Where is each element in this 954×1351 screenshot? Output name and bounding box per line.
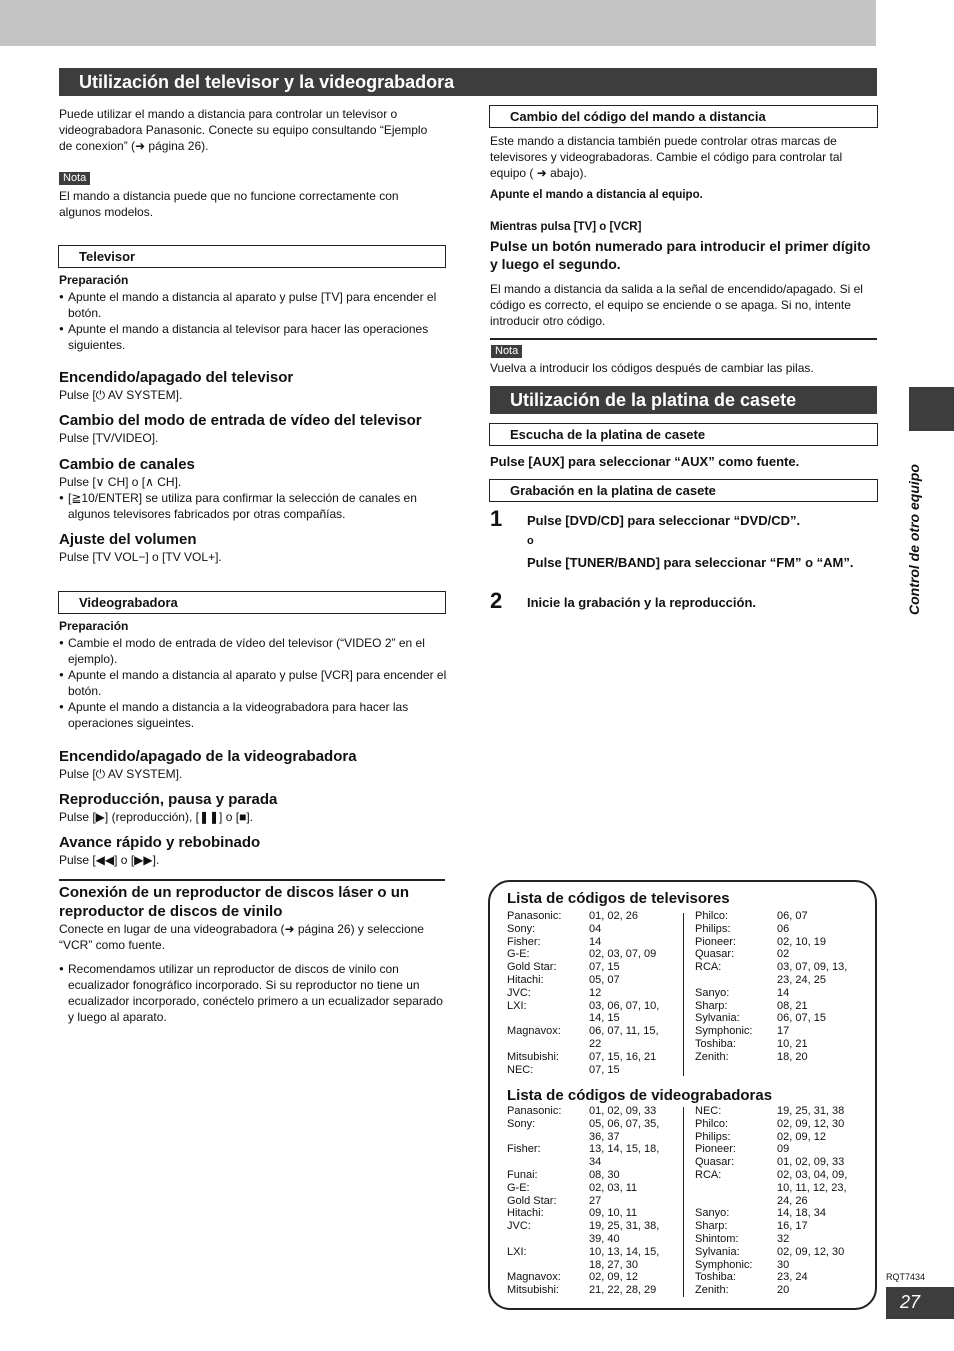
code-values: 14	[777, 986, 790, 999]
brand-name: Zenith:	[695, 1284, 729, 1297]
code-row	[507, 1195, 689, 1208]
code-row	[695, 1182, 877, 1195]
code-values: 27	[589, 1194, 602, 1207]
vcr-play-heading: Reproducción, pausa y parada	[59, 791, 278, 808]
column-divider	[683, 1107, 684, 1297]
code-row	[507, 1271, 689, 1284]
brand-name: RCA:	[695, 1168, 722, 1181]
code-values: 06, 07, 11, 15,	[589, 1025, 659, 1038]
code-values: 06	[777, 922, 790, 935]
step2-text: Inicie la grabación y la reproducción.	[527, 595, 757, 610]
brand-name	[695, 974, 777, 987]
code-values: 02, 03, 11	[589, 1181, 638, 1194]
brand-name: Philco:	[695, 1117, 729, 1130]
laser-list	[59, 961, 447, 1025]
brand-name: NEC:	[695, 1105, 722, 1117]
code-row	[695, 1143, 877, 1156]
code-values: 05, 07	[589, 973, 620, 986]
brand-name: Quasar:	[695, 1156, 735, 1169]
brand-name: Gold Star:	[507, 1194, 557, 1207]
code-values: 13, 14, 15, 18,	[589, 1143, 660, 1156]
step1-text-a: Pulse [DVD/CD] para seleccionar “DVD/CD”.	[527, 513, 801, 528]
code-row	[507, 936, 689, 949]
tv-power-text: Pulse [⏻ AV SYSTEM].	[59, 388, 183, 402]
code-values: 21, 22, 28, 29	[589, 1284, 657, 1297]
code-values: 06, 07	[777, 910, 808, 922]
code-values: 02, 09, 12	[589, 1271, 638, 1284]
code-values: 02, 09, 12, 30	[777, 1117, 845, 1130]
code-row	[695, 1000, 877, 1013]
brand-name: Sylvania:	[695, 1245, 740, 1258]
vcr-prep-list	[59, 635, 447, 731]
tv-box: Televisor	[58, 245, 446, 268]
code-row	[695, 1169, 877, 1182]
code-row	[695, 936, 877, 949]
code-step-c: Pulse un botón numerado para introducir el primer dígito y luego el segundo.	[490, 238, 871, 272]
vcr-play-text: Pulse [▶] (reproducción), [❚❚] o [■].	[59, 810, 253, 824]
code-values: 10, 11, 12, 23,	[777, 1181, 847, 1194]
code-step-a: Apunte el mando a distancia al equipo.	[490, 189, 703, 201]
laser-heading: Conexión de un reproductor de discos láser o un reproductor de discos de vinilo	[59, 884, 410, 920]
tv-input-text: Pulse [TV/VIDEO].	[59, 431, 159, 445]
code-row	[695, 1038, 877, 1051]
tv-channel-heading: Cambio de canales	[59, 456, 195, 473]
brand-name: Fisher:	[507, 935, 541, 948]
code-values: 02, 09, 12	[777, 1130, 826, 1143]
nota-badge: Nota	[59, 172, 90, 185]
code-values: 18, 20	[777, 1050, 808, 1063]
doc-code: RQT7434	[886, 1272, 926, 1282]
code-values: 22	[589, 1037, 602, 1050]
code-row	[507, 1118, 689, 1131]
code-values: 14	[589, 935, 602, 948]
code-row	[507, 1131, 689, 1144]
code-row	[695, 1284, 877, 1297]
code-row	[695, 961, 877, 974]
code-row	[695, 1233, 877, 1246]
code-values: 07, 15, 16, 21	[589, 1050, 657, 1063]
list-item: ● Apunte el mando a distancia al aparato y pulse [TV] para encender el botón.	[59, 289, 447, 321]
code-row	[507, 923, 689, 936]
code-row	[507, 1233, 689, 1246]
brand-name	[695, 1195, 777, 1208]
brand-name: Funai:	[507, 1168, 538, 1181]
code-values: 23, 24	[777, 1271, 808, 1284]
brand-name: Philips:	[695, 1130, 731, 1143]
brand-name: JVC:	[507, 1220, 531, 1233]
vcr-ff-heading: Avance rápido y rebobinado	[59, 834, 261, 851]
brand-name: Mitsubishi:	[507, 1050, 559, 1063]
code-row	[507, 1143, 689, 1156]
step1-or: o	[527, 535, 534, 547]
brand-name: Shintom:	[695, 1232, 739, 1245]
vcr-codes-title: Lista de códigos de videograbadoras	[507, 1087, 773, 1104]
code-row	[507, 1284, 689, 1297]
brand-name	[507, 1038, 589, 1051]
code-row	[507, 1246, 689, 1259]
brand-name: LXI:	[507, 1245, 527, 1258]
code-values: 02	[777, 948, 790, 961]
brand-name: Quasar:	[695, 948, 735, 961]
code-values: 17	[777, 1025, 790, 1038]
section-title-cassette: Utilización de la platina de casete	[490, 386, 877, 414]
tv-codes-left	[507, 910, 689, 1076]
code-values: 32	[777, 1232, 790, 1245]
tv-channel-text: Pulse [∨ CH] o [∧ CH].	[59, 475, 182, 489]
code-values: 05, 06, 07, 35,	[589, 1117, 660, 1130]
vcr-power-text: Pulse [⏻ AV SYSTEM].	[59, 767, 183, 781]
brand-name: G-E:	[507, 948, 530, 961]
tv-codes-right	[695, 910, 877, 1064]
brand-name: Sony:	[507, 922, 536, 935]
code-row	[507, 974, 689, 987]
brand-name: Panasonic:	[507, 1105, 562, 1117]
code-row	[507, 1000, 689, 1013]
vcr-ff-text: Pulse [◀◀] o [▶▶].	[59, 853, 160, 867]
brand-name: Symphonic:	[695, 1258, 753, 1271]
code-row	[695, 1156, 877, 1169]
code-row	[507, 987, 689, 1000]
brand-name: Philips:	[695, 922, 731, 935]
code-values: 19, 25, 31, 38,	[589, 1220, 660, 1233]
code-values: 20	[777, 1284, 790, 1297]
code-row	[507, 1169, 689, 1182]
brand-name: Sharp:	[695, 1220, 728, 1233]
code-row	[507, 1064, 689, 1077]
code-values: 03, 06, 07, 10,	[589, 999, 660, 1012]
brand-name: Panasonic:	[507, 910, 562, 922]
step1-text-b: Pulse [TUNER/BAND] para seleccionar “FM” o “AM”.	[527, 555, 854, 570]
vcr-codes-right	[695, 1105, 877, 1297]
brand-name: Toshiba:	[695, 1037, 736, 1050]
brand-name: Magnavox:	[507, 1271, 561, 1284]
divider	[59, 879, 445, 881]
tv-codes-title: Lista de códigos de televisores	[507, 890, 730, 907]
brand-name: Symphonic:	[695, 1025, 753, 1038]
brand-name: Pioneer:	[695, 935, 736, 948]
side-tab	[909, 387, 954, 431]
code-row	[507, 1207, 689, 1220]
code-values: 19, 25, 31, 38	[777, 1105, 845, 1117]
side-label: Control de otro equipo	[906, 464, 922, 615]
code-values: 39, 40	[589, 1232, 620, 1245]
brand-name: Magnavox:	[507, 1025, 561, 1038]
code-values: 14, 15	[589, 1012, 620, 1025]
brand-name: RCA:	[695, 961, 722, 974]
step-number-1: 1	[490, 506, 503, 531]
tv-volume-heading: Ajuste del volumen	[59, 531, 197, 548]
vcr-codes-left	[507, 1105, 689, 1297]
brand-name: Fisher:	[507, 1143, 541, 1156]
code-row	[507, 961, 689, 974]
code-row	[507, 1025, 689, 1038]
code-row	[507, 1156, 689, 1169]
code-row	[507, 1220, 689, 1233]
code-row	[695, 1012, 877, 1025]
code-change-box: Cambio del código del mando a distancia	[489, 105, 878, 128]
list-item: ● Recomendamos utilizar un reproductor de discos de vinilo con ecualizador fonográfico incorporado. Si su reproductor no tiene un ecualizador incorporado, conéctelo primero a un ecualizador separado y luego al aparato.	[59, 961, 447, 1025]
code-row	[695, 1195, 877, 1208]
brand-name: Pioneer:	[695, 1143, 736, 1156]
code-row	[507, 910, 689, 923]
code-row	[695, 1271, 877, 1284]
code-row	[695, 923, 877, 936]
code-row	[695, 1131, 877, 1144]
code-values: 10, 13, 14, 15,	[589, 1245, 660, 1258]
brand-name: Toshiba:	[695, 1271, 736, 1284]
code-values: 24, 26	[777, 1194, 808, 1207]
step-number-2: 2	[490, 588, 503, 613]
code-row	[507, 1182, 689, 1195]
code-row	[507, 1038, 689, 1051]
code-values: 23, 24, 25	[777, 973, 826, 986]
vcr-prep-label: Preparación	[59, 619, 129, 633]
code-row	[695, 1207, 877, 1220]
tv-channel-note	[59, 490, 447, 522]
vcr-power-heading: Encendido/apagado de la videograbadora	[59, 748, 357, 765]
tv-input-heading: Cambio del modo de entrada de vídeo del televisor	[59, 412, 422, 429]
code-row	[695, 1246, 877, 1259]
intro-text: Puede utilizar el mando a distancia para controlar un televisor o videograbadora Panasonic. Conecte su equipo consultando “Ejemplo de conexion” (➜ página 26).	[59, 107, 428, 153]
code-values: 07, 15	[589, 961, 620, 974]
header-band	[0, 0, 876, 46]
code-values: 10, 21	[777, 1037, 808, 1050]
code-row	[507, 948, 689, 961]
code-intro: Este mando a distancia también puede controlar otras marcas de televisores y videograbadoras. Cambie el código para controlar tal equipo ( ➜ abajo).	[490, 134, 843, 180]
code-row	[695, 1025, 877, 1038]
code-step-b: Mientras pulsa [TV] o [VCR]	[490, 221, 642, 233]
nota-badge: Nota	[491, 345, 522, 358]
list-item: ● Cambie el modo de entrada de vídeo del televisor (“VIDEO 2” en el ejemplo).	[59, 635, 447, 667]
code-row	[695, 910, 877, 923]
tv-prep-list	[59, 289, 447, 353]
code-values: 12	[589, 986, 602, 999]
code-row	[695, 1105, 877, 1118]
code-row	[695, 1259, 877, 1272]
brand-name	[507, 1131, 589, 1144]
brand-name: Hitachi:	[507, 973, 544, 986]
brand-name	[507, 1156, 589, 1169]
page-number: 27	[886, 1287, 954, 1319]
code-row	[507, 1259, 689, 1272]
code-values: 03, 07, 09, 13,	[777, 961, 848, 974]
code-values: 02, 03, 07, 09	[589, 948, 657, 961]
list-item: ● [≧10/ENTER] se utiliza para confirmar la selección de canales en algunos televisores fabricados por otras compañías.	[59, 490, 447, 522]
brand-name: Sanyo:	[695, 1207, 730, 1220]
code-row	[507, 1012, 689, 1025]
listen-text: Pulse [AUX] para seleccionar “AUX” como fuente.	[490, 454, 800, 469]
code-values: 02, 03, 04, 09,	[777, 1168, 848, 1181]
nota-text: El mando a distancia puede que no funcione correctamente con algunos modelos.	[59, 189, 399, 219]
code-row	[695, 1118, 877, 1131]
column-divider	[683, 913, 684, 1076]
code-row	[507, 1105, 689, 1118]
code-row	[695, 987, 877, 1000]
code-values: 02, 09, 12, 30	[777, 1245, 845, 1258]
list-item: ● Apunte el mando a distancia al aparato y pulse [VCR] para encender el botón.	[59, 667, 447, 699]
tv-volume-text: Pulse [TV VOL−] o [TV VOL+].	[59, 550, 222, 564]
brand-name: Gold Star:	[507, 961, 557, 974]
code-values: 08, 30	[589, 1168, 620, 1181]
code-row	[507, 1051, 689, 1064]
code-values: 08, 21	[777, 999, 808, 1012]
code-row	[695, 1220, 877, 1233]
brand-name: G-E:	[507, 1181, 530, 1194]
section-title-tv-vcr: Utilización del televisor y la videograbadora	[59, 68, 877, 96]
code-values: 34	[589, 1156, 602, 1169]
code-row	[695, 948, 877, 961]
tv-prep-label: Preparación	[59, 273, 129, 287]
code-values: 36, 37	[589, 1130, 620, 1143]
code-step-text: El mando a distancia da salida a la señal de encendido/apagado. Si el código es correcto, el equipo se enciende o se apaga. Si no, intente introducir otro código.	[490, 282, 863, 328]
brand-name: JVC:	[507, 986, 531, 999]
brand-name: Sony:	[507, 1117, 536, 1130]
code-values: 01, 02, 09, 33	[777, 1156, 845, 1169]
brand-name: Mitsubishi:	[507, 1284, 559, 1297]
nota-text-right: Vuelva a introducir los códigos después de cambiar las pilas.	[490, 361, 814, 375]
brand-name: Hitachi:	[507, 1207, 544, 1220]
tv-power-heading: Encendido/apagado del televisor	[59, 369, 294, 386]
brand-name: Philco:	[695, 910, 729, 922]
code-values: 30	[777, 1258, 790, 1271]
code-row	[695, 1051, 877, 1064]
brand-name	[507, 1233, 589, 1246]
rec-box: Grabación en la platina de casete	[489, 479, 878, 502]
code-values: 01, 02, 09, 33	[589, 1105, 657, 1117]
code-values: 09, 10, 11	[589, 1207, 638, 1220]
code-row	[695, 974, 877, 987]
divider	[490, 338, 877, 340]
listen-box: Escucha de la platina de casete	[489, 423, 878, 446]
code-values: 14, 18, 34	[777, 1207, 826, 1220]
code-values: 06, 07, 15	[777, 1012, 826, 1025]
brand-name	[695, 1182, 777, 1195]
code-values: 18, 27, 30	[589, 1258, 638, 1271]
brand-name: Sylvania:	[695, 1012, 740, 1025]
code-values: 02, 10, 19	[777, 935, 826, 948]
brand-name: Sanyo:	[695, 986, 730, 999]
code-values: 04	[589, 922, 602, 935]
brand-name: Sharp:	[695, 999, 728, 1012]
brand-name	[507, 1259, 589, 1272]
code-values: 16, 17	[777, 1220, 808, 1233]
brand-name: LXI:	[507, 999, 527, 1012]
code-values: 01, 02, 26	[589, 910, 638, 922]
brand-name: Zenith:	[695, 1050, 729, 1063]
code-values: 07, 15	[589, 1063, 620, 1076]
list-item: ● Apunte el mando a distancia a la videograbadora para hacer las operaciones sigueintes.	[59, 699, 447, 731]
code-values: 09	[777, 1143, 790, 1156]
laser-text: Conecte en lugar de una videograbadora (➜ página 26) y seleccione “VCR” como fuente.	[59, 922, 424, 952]
vcr-box: Videograbadora	[58, 591, 446, 614]
list-item: ● Apunte el mando a distancia al televisor para hacer las operaciones siguientes.	[59, 321, 447, 353]
brand-name: NEC:	[507, 1063, 534, 1076]
brand-name	[507, 1012, 589, 1025]
